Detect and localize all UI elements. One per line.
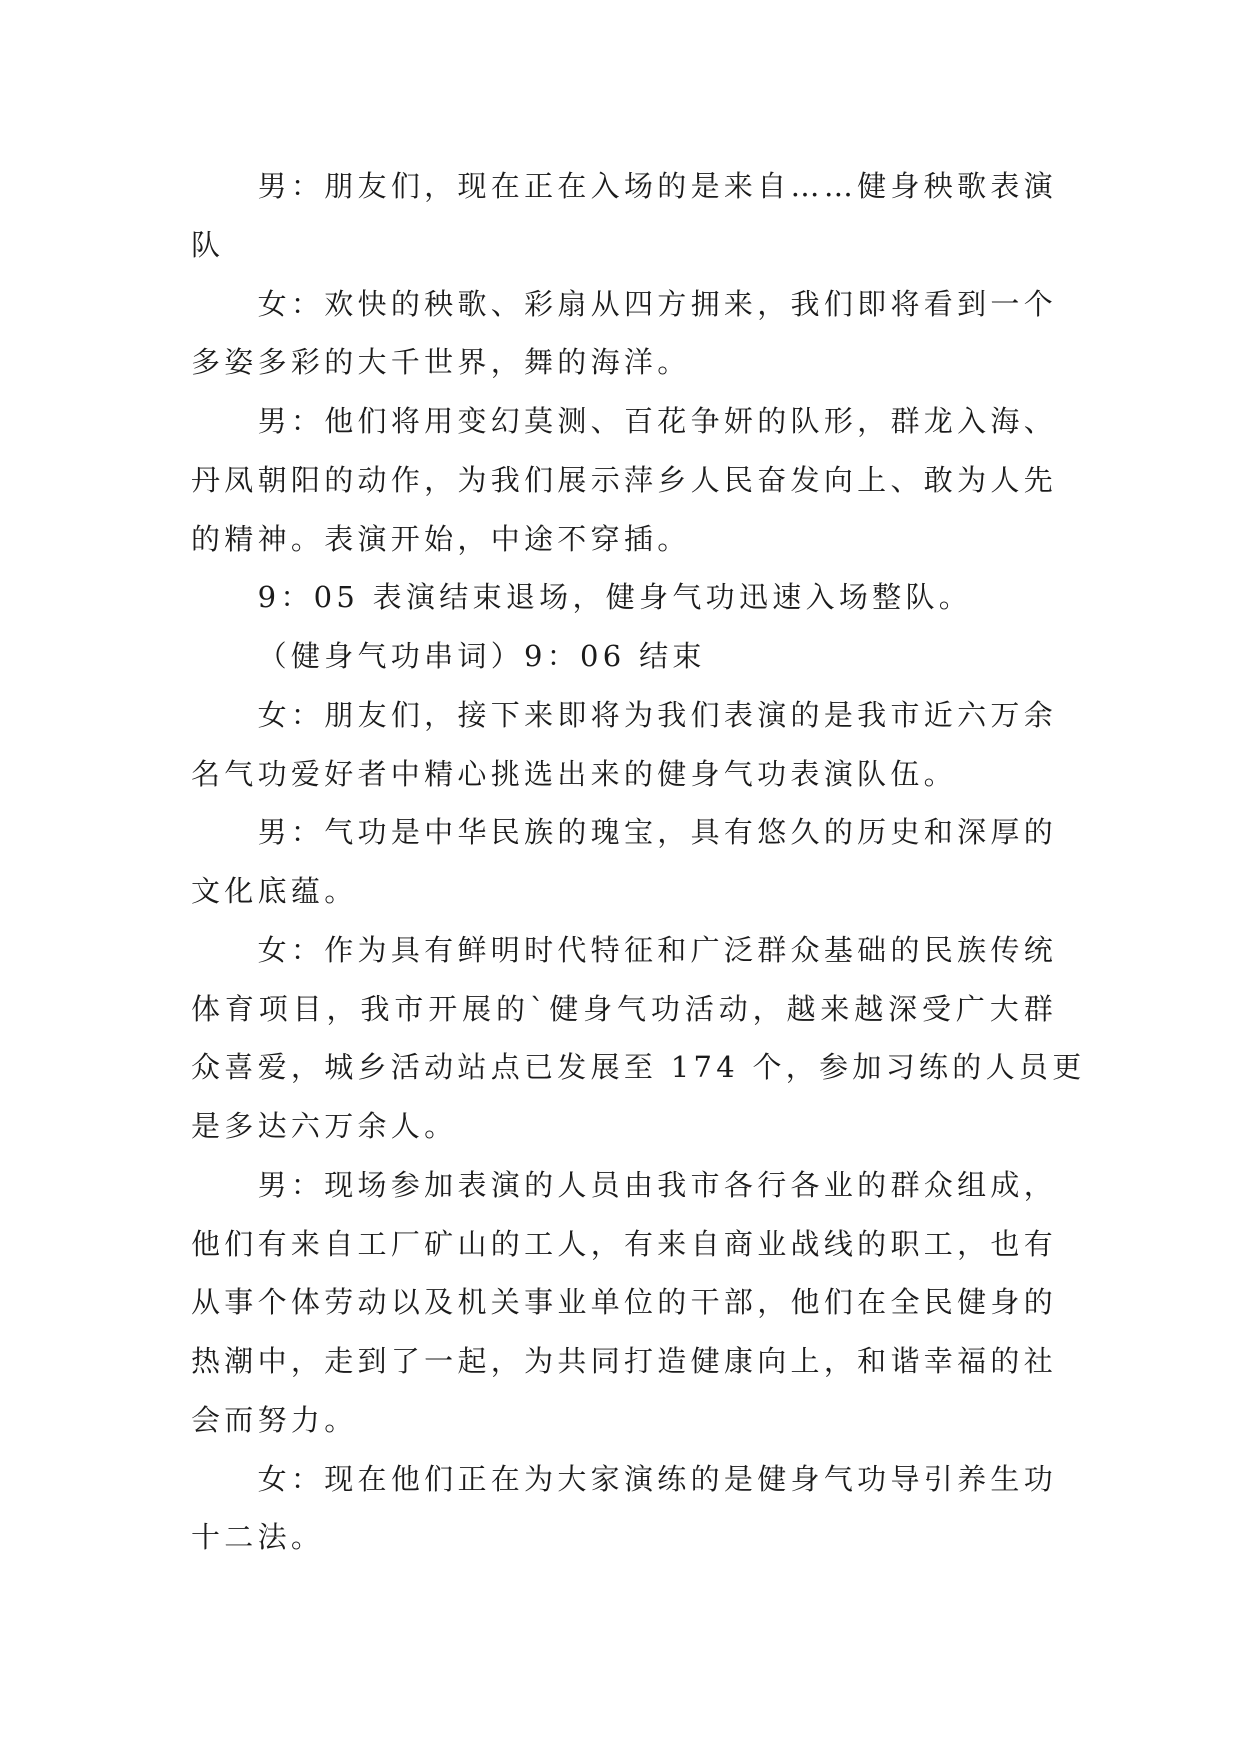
text-line: 9：05 表演结束退场，健身气功迅速入场整队。 [257,580,973,615]
dialogue-paragraph [191,686,1057,804]
dialogue-paragraph [191,803,1057,921]
text-line: 丹凤朝阳的动作，为我们展示萍乡人民奋发向上、敢为人先 [191,462,1057,497]
dialogue-paragraph [191,1156,1057,1450]
dialogue-paragraph [191,921,1086,1156]
document-body [191,157,1086,1567]
dialogue-paragraph [191,275,1057,393]
text-line: 他们有来自工厂矿山的工人，有来自商业战线的职工，也有 [191,1226,1057,1261]
text-line: 从事个体劳动以及机关事业单位的干部，他们在全民健身的 [191,1285,1057,1320]
text-line: 女：朋友们，接下来即将为我们表演的是我市近六万余 [257,697,1057,732]
schedule-note-paragraph [191,568,1057,627]
text-line: 十二法。 [191,1520,325,1555]
text-line: 热潮中，走到了一起，为共同打造健康向上，和谐幸福的社 [191,1344,1057,1378]
text-line: 女：作为具有鲜明时代特征和广泛群众基础的民族传统 [257,932,1057,967]
text-line: 女：欢快的秧歌、彩扇从四方拥来，我们即将看到一个 [257,286,1057,321]
text-line: 的精神。表演开始，中途不穿插。 [191,521,691,556]
dialogue-paragraph [191,157,1057,275]
text-line: 体育项目，我市开展的`健身气功活动，越来越深受广大群 [191,991,1057,1026]
text-line: 名气功爱好者中精心挑选出来的健身气功表演队伍。 [191,756,957,791]
text-line: 是多达六万余人。 [191,1109,458,1143]
text-line: 会而努力。 [191,1402,358,1437]
text-line: 男：朋友们，现在正在入场的是来自……健身秧歌表演 [257,169,1057,203]
dialogue-paragraph [191,392,1057,568]
text-line: 众喜爱，城乡活动站点已发展至 174 个，参加习练的人员更 [191,1050,1086,1085]
section-heading-paragraph [191,627,1057,686]
text-line: （健身气功串词）9：06 结束 [257,639,706,673]
text-line: 文化底蕴。 [191,874,358,908]
text-line: 男：气功是中华民族的瑰宝，具有悠久的历史和深厚的 [257,815,1057,850]
text-line: 女：现在他们正在为大家演练的是健身气功导引养生功 [257,1461,1057,1496]
dialogue-paragraph [191,1450,1057,1568]
text-line: 男：现场参加表演的人员由我市各行各业的群众组成， [257,1167,1057,1202]
text-line: 多姿多彩的大千世界，舞的海洋。 [191,345,691,380]
text-line: 队 [191,227,225,262]
text-line: 男：他们将用变幻莫测、百花争妍的队形，群龙入海、 [257,404,1057,438]
